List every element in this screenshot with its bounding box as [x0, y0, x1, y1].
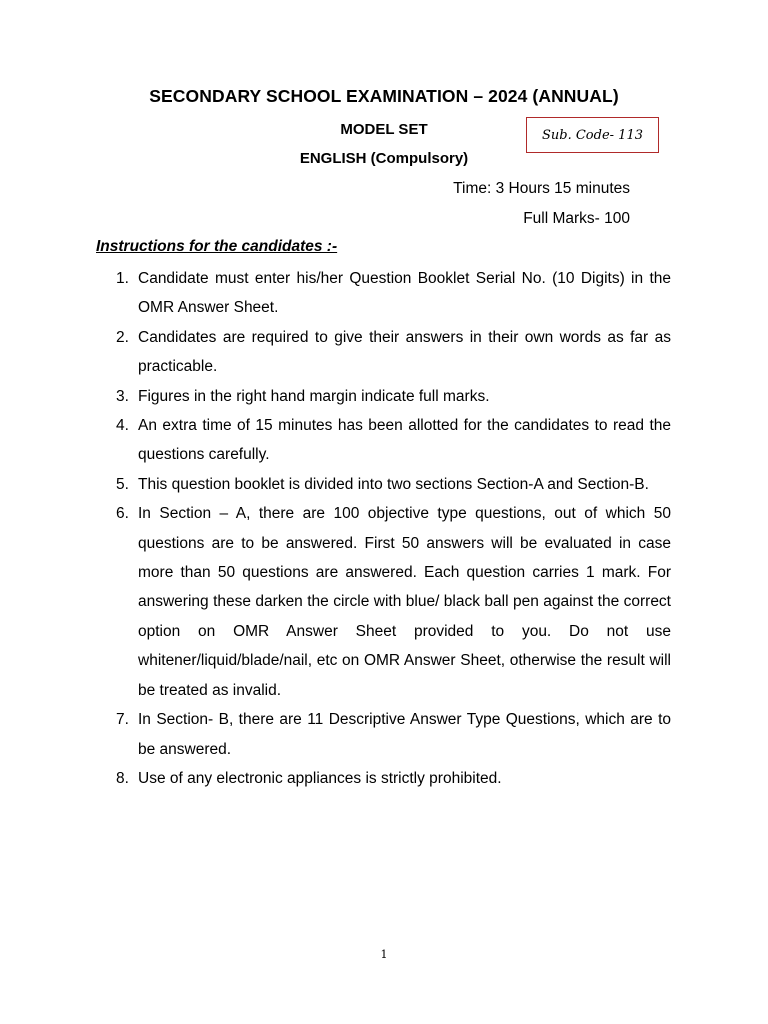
subject-label: ENGLISH (Compulsory): [299, 150, 469, 167]
instruction-number: 1.: [116, 270, 129, 287]
instruction-text: Candidate must enter his/her Question Booklet Serial No. (10 Digits) in the OMR Answer Sheet.: [138, 270, 671, 317]
instruction-item: [116, 323, 671, 382]
sub-code-text: Sub. Code- 113: [542, 127, 643, 143]
instruction-text: Figures in the right hand margin indicate full marks.: [138, 387, 490, 405]
instruction-item: [116, 499, 671, 705]
instruction-item: [116, 470, 671, 499]
instruction-number: 5.: [116, 475, 129, 493]
instruction-number: 6.: [116, 505, 129, 523]
instruction-text: Use of any electronic appliances is strictly prohibited.: [138, 769, 502, 787]
instruction-text: Candidates are required to give their answers in their own words as far as practicable.: [138, 328, 671, 376]
instruction-item: [116, 382, 671, 411]
instruction-number: 4.: [116, 417, 129, 435]
instruction-number: 8.: [116, 769, 129, 787]
sub-code-box: [526, 117, 659, 153]
instruction-text: An extra time of 15 minutes has been allotted for the candidates to read the questions carefully.: [138, 417, 671, 464]
instruction-text: This question booklet is divided into two sections Section-A and Section-B.: [138, 475, 649, 493]
instruction-number: 3.: [116, 387, 129, 405]
instruction-text: In Section- B, there are 11 Descriptive Answer Type Questions, which are to be answered.: [138, 711, 671, 758]
exam-title: SECONDARY SCHOOL EXAMINATION – 2024 (ANNUAL): [149, 86, 619, 106]
instruction-item: [116, 264, 671, 323]
instruction-number: 2.: [116, 328, 129, 346]
instructions-heading: Instructions for the candidates :-: [96, 238, 338, 255]
exam-time: Time: 3 Hours 15 minutes: [453, 180, 630, 197]
instructions-list: [116, 264, 671, 793]
model-set-label: MODEL SET: [340, 121, 428, 138]
instruction-number: 7.: [116, 711, 129, 729]
page-number: 1: [380, 948, 388, 961]
full-marks: Full Marks- 100: [523, 210, 630, 227]
instruction-item: [116, 411, 671, 470]
instruction-item: [116, 764, 671, 793]
instruction-item: [116, 705, 671, 764]
instruction-text: In Section – A, there are 100 objective type questions, out of which 50 questions are to be answered. First 50 answers will be evaluated in case more than 50 questions are answered. Each question carries 1 mark. For answering these darken the circle with blue/ black ball pen against the correct option on OMR Answer Sheet provided to you. Do not use whitener/liquid/blade/nail, etc on OMR Answer Sheet, otherwise the result will be treated as invalid.: [138, 505, 671, 699]
